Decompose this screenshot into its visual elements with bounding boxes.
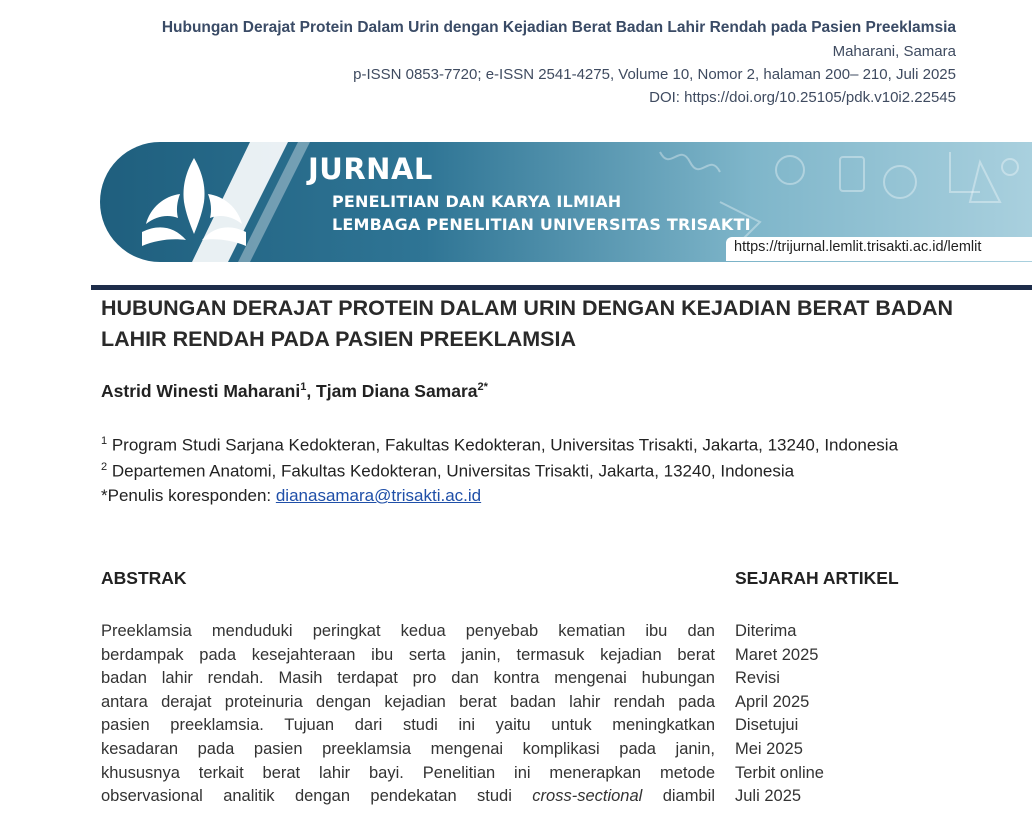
abstract-line: antara derajat proteinuria dengan kejadian berat badan lahir rendah pada [101,692,715,711]
abstract-last-post: diambil [642,787,715,806]
history-item: April 2025 [735,692,810,711]
trisakti-logo-icon [138,154,250,250]
paper-title [101,293,1001,355]
affiliation-1 [101,435,898,456]
journal-subtitle-2: LEMBAGA PENELITIAN UNIVERSITAS TRISAKTI [332,215,751,234]
issn-line: p-ISSN 0853-7720; e-ISSN 2541-4275, Volume 10, Nomor 2, halaman 200– 210, Juli 2025 [353,66,956,83]
history-heading: SEJARAH ARTIKEL [735,568,899,588]
abstract-line: badan lahir rendah. Masih terdapat pro dan kontra mengenai hubungan [101,669,715,688]
abstract-line: khususnya terkait berat lahir bayi. Penelitian ini menerapkan metode [101,763,715,782]
history-item: Mei 2025 [735,739,803,758]
history-item: Disetujui [735,716,799,735]
history-item: Juli 2025 [735,787,802,806]
abstract-body [101,620,715,809]
journal-banner [100,142,1032,262]
paper-title-line-2: LAHIR RENDAH PADA PASIEN PREEKLAMSIA [101,327,577,351]
journal-subtitle-1: PENELITIAN DAN KARYA ILMIAH [332,192,622,211]
paper-title-line-1: HUBUNGAN DERAJAT PROTEIN DALAM URIN DENGAN KEJADIAN BERAT BADAN [101,296,954,320]
doi-line[interactable]: DOI: https://doi.org/10.25105/pdk.v10i2.22545 [649,89,956,106]
affiliation-2-sup: 2 [101,461,108,473]
affiliation-2 [101,461,794,482]
author-2-sup: 2* [477,381,488,394]
author-2: Tjam Diana Samara [316,381,478,401]
affiliation-2-text: Departemen Anatomi, Fakultas Kedokteran, Universitas Trisakti, Jakarta, 13240, Indonesia [107,461,795,481]
author-1: Astrid Winesti Maharani [101,381,301,401]
journal-url[interactable]: https://trijurnal.lemlit.trisakti.ac.id/lemlit [734,239,982,255]
article-history [735,620,824,809]
affiliation-1-text: Program Studi Sarjana Kedokteran, Fakultas Kedokteran, Universitas Trisakti, Jakarta, 13240, Indonesia [107,435,899,455]
abstract-line: kesadaran pada pasien preeklamsia mengenai komplikasi pada janin, [101,739,715,758]
abstract-line: pasien preeklamsia. Tujuan dari studi ini yaitu untuk meningkatkan [101,716,715,735]
history-item: Terbit online [735,763,824,782]
running-authors: Maharani, Samara [832,43,956,60]
abstract-line: Preeklamsia menduduki peringkat kedua penyebab kematian ibu dan [101,622,715,640]
abstract-last-pre: observasional analitik dengan pendekatan studi [101,787,533,806]
running-header [162,16,956,109]
history-item: Diterima [735,622,797,640]
abstract-last-italic: cross-sectional [532,787,643,806]
journal-name: JURNAL [308,152,433,186]
history-item: Maret 2025 [735,645,819,664]
corresponding-label: *Penulis koresponden: [101,486,276,505]
author-1-sup: 1 [300,381,307,394]
affiliation-1-sup: 1 [101,435,108,447]
abstract-heading: ABSTRAK [101,568,187,588]
running-title: Hubungan Derajat Protein Dalam Urin dengan Kejadian Berat Badan Lahir Rendah pada Pasien Preeklamsia [161,19,956,36]
author-list [101,381,488,402]
corresponding-author [101,486,481,506]
history-item: Revisi [735,669,780,688]
abstract-line-last [101,785,715,809]
header-rule [91,285,1032,290]
author-separator: , [306,381,317,401]
abstract-line: berdampak pada kesejahteraan ibu serta janin, termasuk kejadian berat [101,645,715,664]
corresponding-email-link[interactable]: dianasamara@trisakti.ac.id [275,486,482,505]
